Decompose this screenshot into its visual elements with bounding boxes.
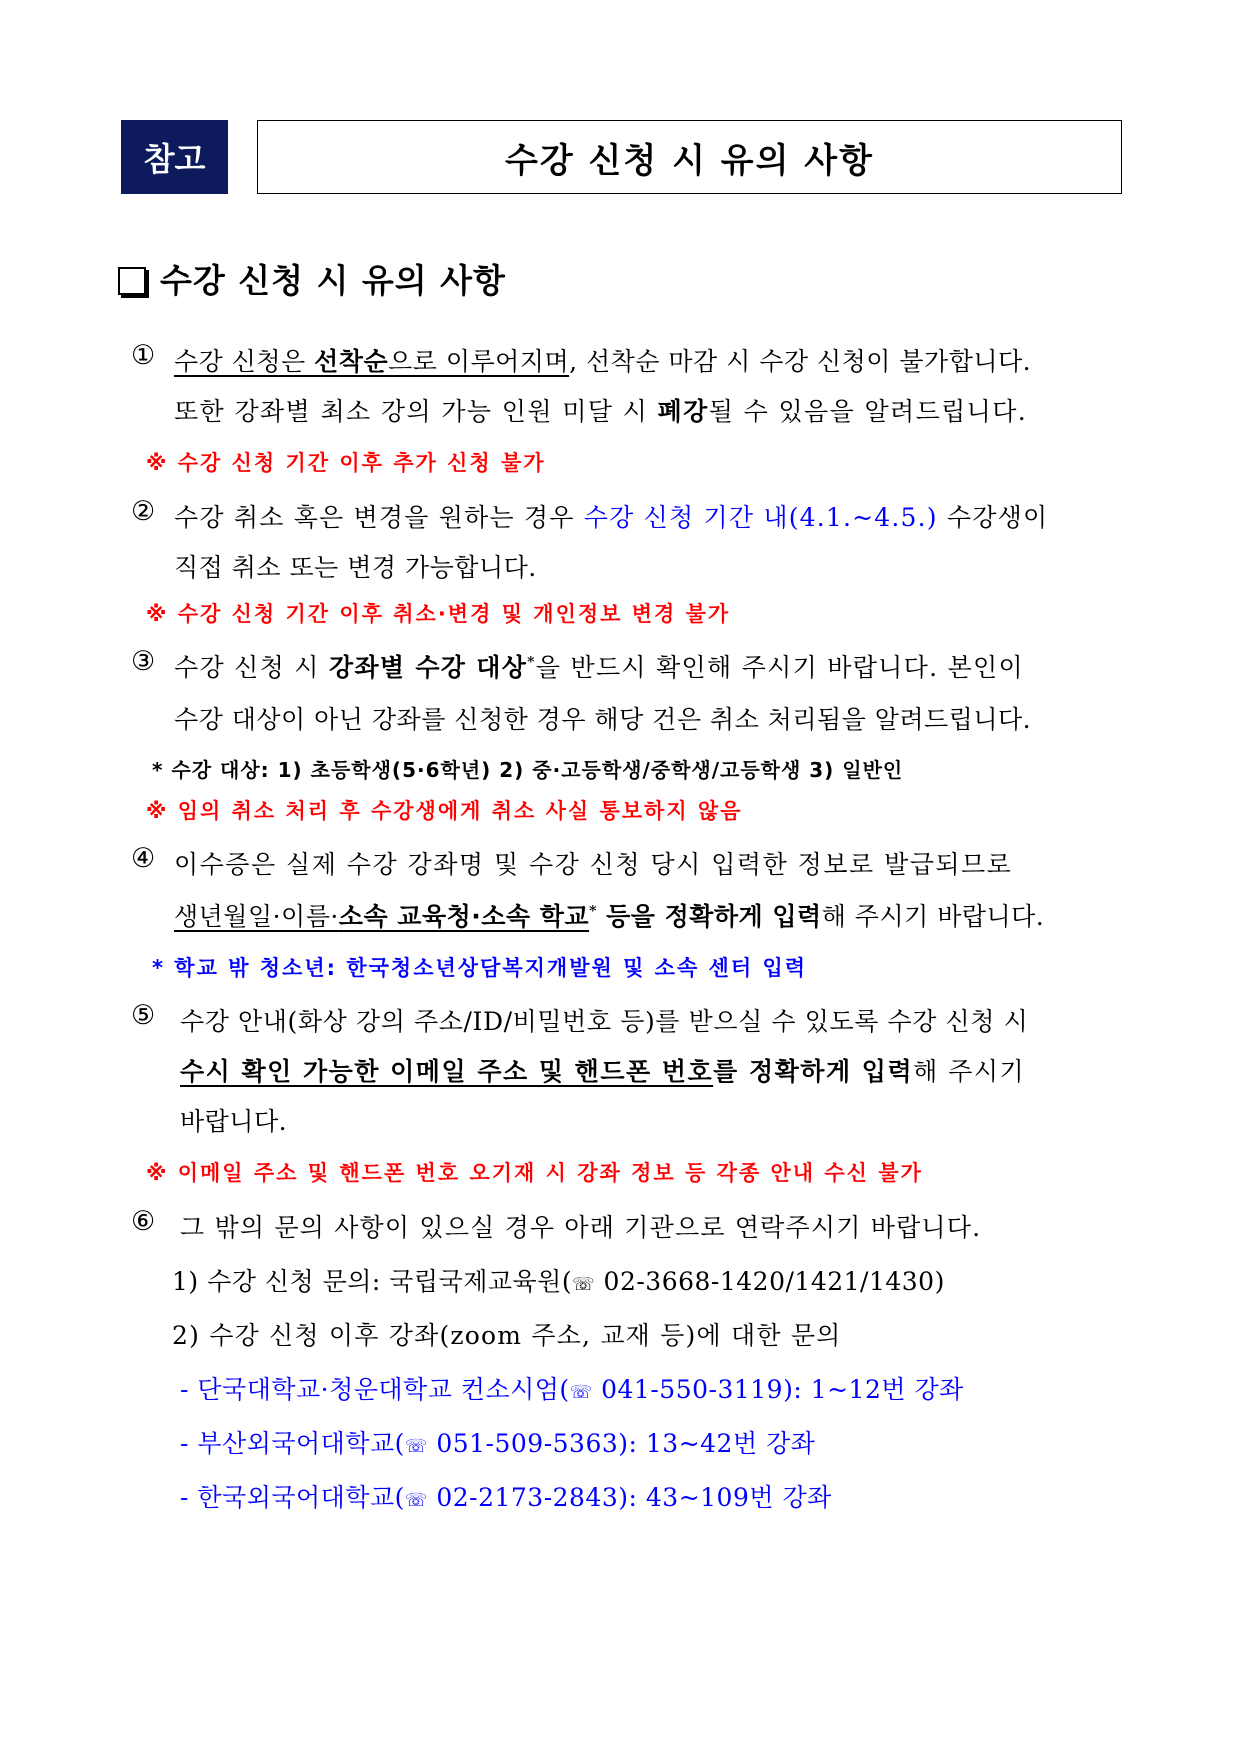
page-header <box>121 120 1121 194</box>
phone-icon: ☏ <box>569 1382 593 1403</box>
item-3-note: ※ 임의 취소 처리 후 수강생에게 취소 사실 통보하지 않음 <box>146 799 743 823</box>
item-number-5: ⑤ <box>131 1000 156 1031</box>
item-2-note: ※ 수강 신청 기간 이후 취소·변경 및 개인정보 변경 불가 <box>146 602 731 626</box>
item-6-line-1: 그 밖의 문의 사항이 있으실 경우 아래 기관으로 연락주시기 바랍니다. <box>180 1213 982 1242</box>
contact-detail-1: - 단국대학교·청운대학교 컨소시엄(☏ 041-550-3119): 1~12번 강좌 <box>180 1375 964 1404</box>
item-5-line-1: 수강 안내(화상 강의 주소/ID/비밀번호 등)를 받으실 수 있도록 수강 신청 시 <box>180 1007 1029 1036</box>
item-1-line-2: 또한 강좌별 최소 강의 가능 인원 미달 시 폐강될 수 있음을 알려드립니다. <box>174 397 1028 426</box>
contact-detail-3: - 한국외국어대학교(☏ 02-2173-2843): 43~109번 강좌 <box>180 1483 832 1512</box>
section-heading <box>118 255 506 302</box>
page-title: 수강 신청 시 유의 사항 <box>257 120 1122 194</box>
phone-icon: ☏ <box>404 1490 428 1511</box>
contact-line-2: 2) 수강 신청 이후 강좌(zoom 주소, 교재 등)에 대한 문의 <box>172 1321 842 1350</box>
contact-detail-2: - 부산외국어대학교(☏ 051-509-5363): 13~42번 강좌 <box>180 1429 816 1458</box>
item-5-line-3: 바랍니다. <box>180 1107 288 1136</box>
item-number-3: ③ <box>131 646 156 677</box>
item-number-6: ⑥ <box>131 1206 156 1237</box>
item-2-line-1: 수강 취소 혹은 변경을 원하는 경우 수강 신청 기간 내(4.1.~4.5.) 수강생이 <box>174 503 1049 532</box>
item-number-4: ④ <box>131 843 156 874</box>
item-3-line-2: 수강 대상이 아닌 강좌를 신청한 경우 해당 건은 취소 처리됨을 알려드립니다. <box>174 705 1032 734</box>
item-4-line-1: 이수증은 실제 수강 강좌명 및 수강 신청 당시 입력한 정보로 발급되므로 <box>174 850 1013 879</box>
phone-icon: ☏ <box>404 1436 428 1457</box>
section-title: 수강 신청 시 유의 사항 <box>160 261 506 300</box>
item-4-sub-note: * 학교 밖 청소년: 한국청소년상담복지개발원 및 소속 센터 입력 <box>152 956 808 980</box>
item-3-sub-note: * 수강 대상: 1) 초등학생(5·6학년) 2) 중·고등학생/중학생/고등학생 3) 일반인 <box>152 758 904 782</box>
item-4-line-2: 생년월일·이름·소속 교육청·소속 학교* 등을 정확하게 입력해 주시기 바랍니다. <box>174 902 1045 931</box>
reference-tag: 참고 <box>121 120 228 194</box>
item-number-2: ② <box>131 496 156 527</box>
item-number-1: ① <box>131 340 156 371</box>
contact-line-1: 1) 수강 신청 문의: 국립국제교육원(☏ 02-3668-1420/1421/1430) <box>172 1267 945 1296</box>
item-3-line-1: 수강 신청 시 강좌별 수강 대상*을 반드시 확인해 주시기 바랍니다. 본인이 <box>174 653 1024 682</box>
item-5-line-2: 수시 확인 가능한 이메일 주소 및 핸드폰 번호를 정확하게 입력해 주시기 <box>180 1057 1026 1086</box>
item-1-note: ※ 수강 신청 기간 이후 추가 신청 불가 <box>146 451 546 475</box>
item-1-line-1: 수강 신청은 선착순으로 이루어지며, 선착순 마감 시 수강 신청이 불가합니다. <box>174 347 1032 376</box>
item-5-note: ※ 이메일 주소 및 핸드폰 번호 오기재 시 강좌 정보 등 각종 안내 수신 불가 <box>146 1161 923 1185</box>
item-2-line-2: 직접 취소 또는 변경 가능합니다. <box>174 553 537 582</box>
checkbox-icon <box>118 267 146 295</box>
phone-icon: ☏ <box>572 1274 596 1295</box>
